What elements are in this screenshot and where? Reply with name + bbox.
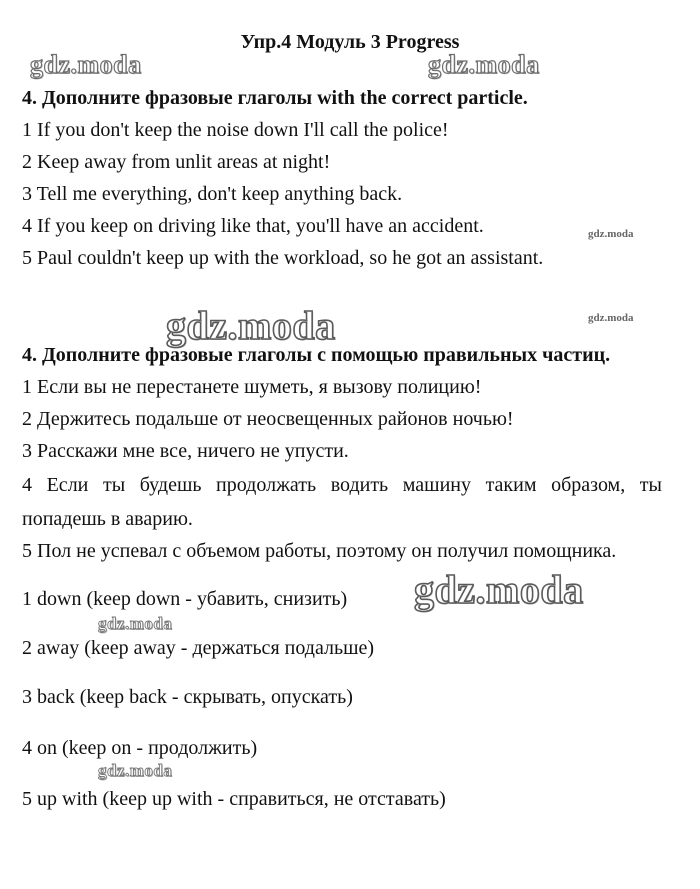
watermark: gdz.moda	[414, 567, 584, 612]
russian-sentence-2: 2 Держитесь подальше от неосвещенных районов ночью!	[22, 408, 514, 430]
answer-3: 3 back (keep back - скрывать, опускать)	[22, 686, 353, 708]
english-sentence-4: 4 If you keep on driving like that, you'll have an accident.	[22, 215, 484, 237]
watermark: gdz.moda	[588, 228, 634, 240]
english-sentence-5: 5 Paul couldn't keep up with the workload, so he got an assistant.	[22, 247, 544, 269]
watermark: gdz.moda	[30, 50, 142, 79]
english-sentence-2: 2 Keep away from unlit areas at night!	[22, 151, 331, 173]
watermark: gdz.moda	[588, 312, 634, 324]
answer-2: 2 away (keep away - держаться подальше)	[22, 637, 375, 659]
watermark: gdz.moda	[98, 761, 173, 780]
answer-5: 5 up with (keep up with - справиться, не отставать)	[22, 788, 446, 810]
english-sentence-1: 1 If you don't keep the noise down I'll call the police!	[22, 119, 449, 141]
watermark: gdz.moda	[428, 50, 540, 79]
watermark: gdz.moda	[98, 614, 173, 633]
russian-sentence-5: 5 Пол не успевал с объемом работы, поэтому он получил помощника.	[22, 540, 617, 562]
russian-sentence-3: 3 Расскажи мне все, ничего не упусти.	[22, 440, 349, 462]
russian-sentence-4-continued: попадешь в аварию.	[22, 508, 193, 530]
answer-1: 1 down (keep down - убавить, снизить)	[22, 588, 348, 610]
russian-heading: 4. Дополните фразовые глаголы с помощью правильных частиц.	[22, 344, 611, 366]
russian-sentence-1: 1 Если вы не перестанете шуметь, я вызову полицию!	[22, 376, 482, 398]
watermark: gdz.moda	[166, 303, 336, 348]
english-sentence-3: 3 Tell me everything, don't keep anything back.	[22, 183, 403, 205]
russian-sentence-4: 4 Если ты будешь продолжать водить машину таким образом, ты	[22, 474, 662, 496]
english-heading: 4. Дополните фразовые глаголы with the correct particle.	[22, 87, 528, 109]
page-title: Упр.4 Модуль 3 Progress	[240, 31, 460, 53]
answer-4: 4 on (keep on - продолжить)	[22, 737, 258, 759]
